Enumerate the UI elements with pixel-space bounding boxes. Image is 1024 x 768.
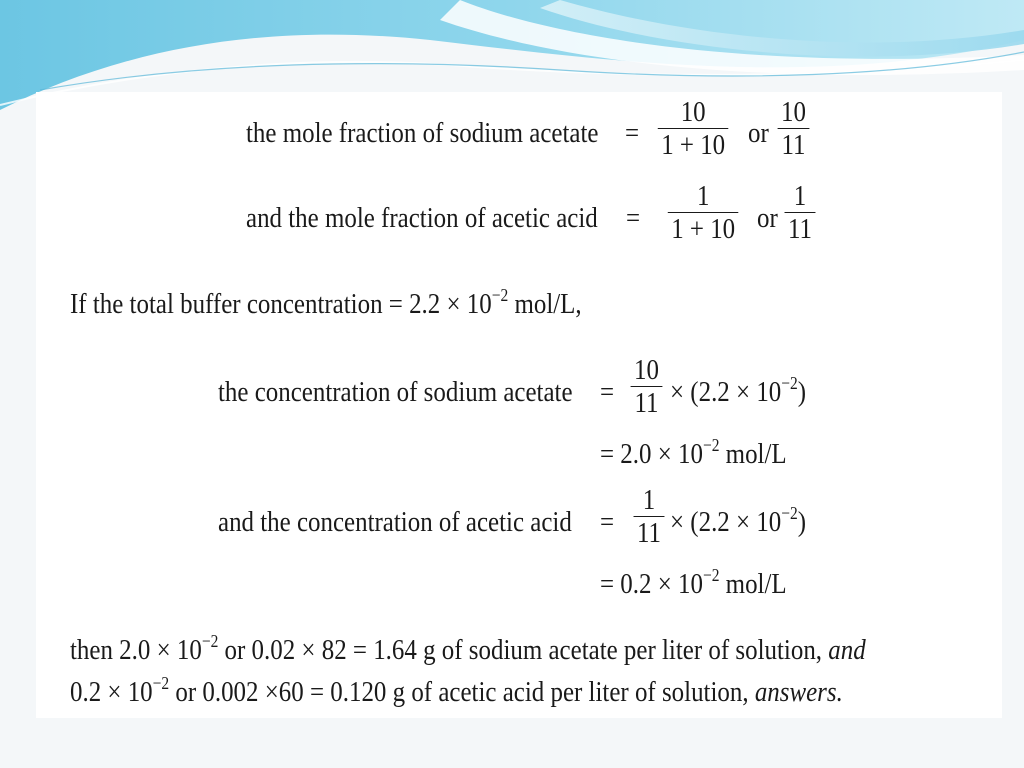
equals-sign: =: [600, 376, 615, 408]
sodium-acetate-concentration-result: = $2.0 \times 10^{-2}$ mol/L: [600, 435, 787, 470]
fraction-denominator: 11: [787, 213, 812, 245]
fraction-numerator: 10: [680, 96, 706, 128]
fraction-numerator: 10: [781, 96, 806, 128]
fraction-1-over-11: [634, 484, 665, 549]
fraction-denominator: 11: [634, 387, 659, 419]
total-buffer-concentration-line: If the total buffer concentration = $2.2 \times 10^{-2}$ mol/L,: [70, 285, 582, 320]
fraction-10-over-11: [631, 354, 663, 419]
concentration-sodium-acetate-label: the concentration of sodium acetate: [218, 376, 573, 408]
fraction-1-over-1plus10: [668, 180, 739, 245]
multiplier-expression: × $(2.2 \times 10^{-2})$: [670, 373, 807, 408]
concentration-acetic-acid-label: and the concentration of acetic acid: [218, 506, 572, 538]
equals-sign: =: [600, 506, 615, 538]
or-word: or: [748, 117, 769, 149]
acetic-acid-concentration-result: = $0.2 \times 10^{-2}$ mol/L: [600, 565, 787, 600]
fraction-1-over-11: [785, 180, 816, 245]
fraction-denominator: 11: [636, 517, 661, 549]
conclusion-line-acetic-acid: $0.2 \times 10^{-2}$ or 0.002 ×60 = 0.120 g of acetic acid per liter of solution, answers.: [70, 673, 843, 708]
mole-fraction-sodium-acetate-label: the mole fraction of sodium acetate: [246, 117, 599, 149]
conclusion-line-sodium-acetate: then $2.0 \times 10^{-2}$ or 0.02 × 82 = 1.64 g of sodium acetate per liter of solution, and: [70, 631, 866, 666]
mole-fraction-acetic-acid-label: and the mole fraction of acetic acid: [246, 202, 598, 234]
fraction-numerator: 1: [793, 180, 807, 212]
fraction-10-over-11: [778, 96, 810, 161]
fraction-10-over-1plus10: [658, 96, 729, 161]
fraction-denominator: 1 + 10: [661, 129, 726, 161]
equals-sign: =: [626, 202, 641, 234]
fraction-denominator: 1 + 10: [671, 213, 736, 245]
or-word: or: [757, 202, 778, 234]
fraction-numerator: 1: [642, 484, 656, 516]
equals-sign: =: [625, 117, 640, 149]
fraction-numerator: 1: [696, 180, 710, 212]
fraction-denominator: 11: [781, 129, 806, 161]
multiplier-expression: × $(2.2 \times 10^{-2})$: [670, 503, 807, 538]
fraction-numerator: 10: [634, 354, 659, 386]
